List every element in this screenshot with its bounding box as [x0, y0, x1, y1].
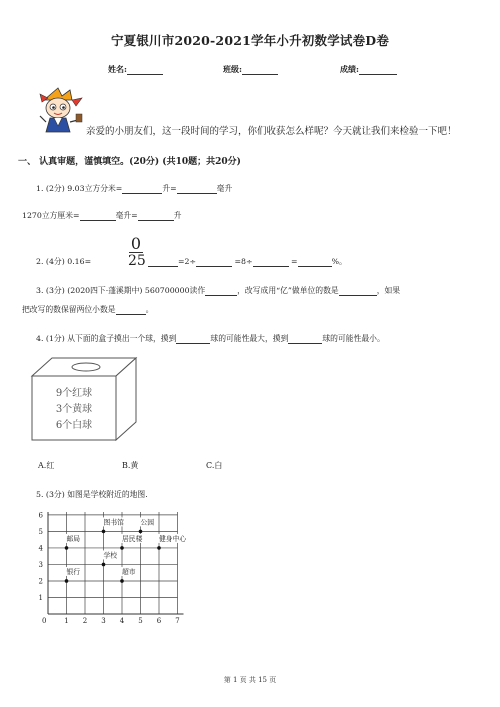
q4-option-c[interactable]: C.白	[206, 461, 223, 470]
map-place-label: 银行	[66, 567, 81, 576]
name-field[interactable]	[108, 64, 163, 75]
question-4-text	[36, 333, 385, 344]
x-tick-label: 4	[119, 617, 125, 624]
q1-text-f: 升	[173, 211, 182, 220]
origin-label: 0	[42, 617, 47, 624]
page-title: 宁夏银川市2020-2021学年小升初数学试卷D卷	[110, 33, 390, 48]
x-tick-label: 1	[64, 617, 69, 624]
score-blank[interactable]	[359, 65, 397, 75]
q4-text-b: 球的可能性最大，摸到	[210, 334, 289, 343]
q1-text-a: 1. (2分) 9.03立方分米=	[36, 184, 123, 193]
q3-text-e: 。	[145, 305, 154, 314]
question-1-line-1	[36, 183, 232, 194]
section-heading: 一、 认真审题，谨慎填空。(20分) (共10题；共20分)	[18, 157, 241, 167]
map-point	[157, 546, 161, 550]
x-tick-label: 3	[101, 617, 106, 624]
q2-fraction-denominator: 25	[128, 253, 146, 269]
q1-text-e: 毫升=	[115, 211, 138, 220]
q4-text-c: 球的可能性最小。	[322, 334, 385, 343]
score-field[interactable]	[340, 64, 397, 75]
q3-text-a: 3. (3分) (2020四下·蓬溪期中) 560700000读作	[36, 286, 206, 295]
question-3-line-2	[22, 304, 153, 315]
x-tick-label: 7	[175, 617, 180, 624]
question-1-line-2	[22, 210, 182, 221]
map-point	[139, 530, 143, 534]
map-places	[65, 517, 188, 582]
class-label: 班级:	[223, 64, 242, 74]
q2-fraction	[128, 236, 144, 269]
q2-text-b: =8÷	[234, 257, 253, 266]
class-blank[interactable]	[242, 65, 278, 75]
y-tick-label: 4	[38, 544, 43, 553]
q1-text-d: 1270立方厘米=	[22, 211, 80, 220]
greeting-text: 亲爱的小朋友们，这一段时间的学习，你们收获怎么样呢？今天就让我们来检验一下吧！	[86, 126, 457, 137]
x-tick-label: 6	[156, 617, 162, 624]
question-3-line-1	[36, 285, 400, 296]
mascot-icon	[36, 86, 86, 136]
q1-blank-2[interactable]	[177, 184, 217, 194]
class-field[interactable]	[223, 64, 278, 75]
q3-text-c: ，如果	[376, 286, 401, 295]
q2-text-d: %。	[331, 257, 347, 266]
q2-blank-1[interactable]	[148, 257, 178, 267]
map-place-label: 图书馆	[103, 518, 124, 527]
q1-blank-1[interactable]	[122, 184, 162, 194]
map-axes	[48, 512, 187, 614]
q1-blank-4[interactable]	[138, 211, 174, 221]
name-label: 姓名:	[108, 64, 127, 74]
q1-text-b: 升=	[162, 184, 177, 193]
q4-text-a: 4. (1分) 从下面的盒子摸出一个球，摸到	[36, 334, 177, 343]
page-footer: 第 1 页 共 15 页	[223, 676, 277, 684]
map-grid	[48, 512, 178, 614]
q4-blank-2[interactable]	[288, 334, 322, 344]
map-place-label: 公园	[140, 518, 155, 527]
question-2-rest	[148, 256, 347, 267]
map-place-label: 健身中心	[159, 534, 187, 543]
q4-blank-1[interactable]	[176, 334, 210, 344]
map-point	[102, 563, 106, 567]
x-tick-label: 2	[82, 617, 88, 624]
box-line-yellow: 3个黄球	[55, 404, 93, 415]
q3-text-b: ，改写成用“亿”做单位的数是	[237, 286, 339, 295]
y-tick-label: 2	[38, 577, 43, 586]
q1-text-c: 毫升	[216, 184, 233, 193]
score-label: 成绩:	[340, 64, 359, 74]
q3-text-d: 把改写的数保留两位小数是	[22, 305, 116, 314]
question-2-prefix: 2. (4分) 0.16=	[36, 257, 92, 266]
q2-blank-3[interactable]	[253, 257, 289, 267]
map-place-label: 超市	[122, 567, 136, 576]
map-point	[65, 579, 69, 583]
q2-blank-4[interactable]	[298, 257, 332, 267]
map-tick-labels	[39, 512, 180, 624]
q4-option-b[interactable]: B.黄	[122, 461, 139, 470]
y-tick-label: 1	[38, 593, 43, 602]
map-place-label: 居民楼	[122, 534, 143, 543]
q2-text-a: =2÷	[178, 257, 197, 266]
q2-fraction-numerator: 0	[130, 234, 142, 253]
q4-option-a[interactable]: A.红	[38, 461, 55, 470]
q1-blank-3[interactable]	[80, 211, 116, 221]
box-line-red: 9个红球	[55, 388, 93, 399]
q3-blank-1[interactable]	[205, 286, 237, 296]
question-5-text: 5. (3分) 如图是学校附近的地图.	[36, 490, 148, 499]
box-opening	[72, 363, 100, 371]
q2-blank-2[interactable]	[196, 257, 232, 267]
y-tick-label: 5	[38, 527, 43, 536]
y-tick-label: 6	[38, 512, 43, 520]
x-tick-label: 5	[138, 617, 143, 624]
school-map	[30, 512, 220, 624]
map-point	[102, 530, 106, 534]
map-place-label: 邮局	[66, 534, 81, 543]
map-point	[120, 579, 124, 583]
q3-blank-2[interactable]	[339, 286, 377, 296]
q2-text-c: =	[291, 257, 298, 266]
map-point	[120, 546, 124, 550]
ball-box-figure	[30, 356, 140, 444]
box-line-white: 6个白球	[55, 420, 93, 431]
name-blank[interactable]	[127, 65, 163, 75]
map-place-label: 学校	[103, 551, 118, 560]
map-point	[65, 546, 69, 550]
q3-blank-3[interactable]	[116, 305, 146, 315]
y-tick-label: 3	[38, 560, 43, 569]
